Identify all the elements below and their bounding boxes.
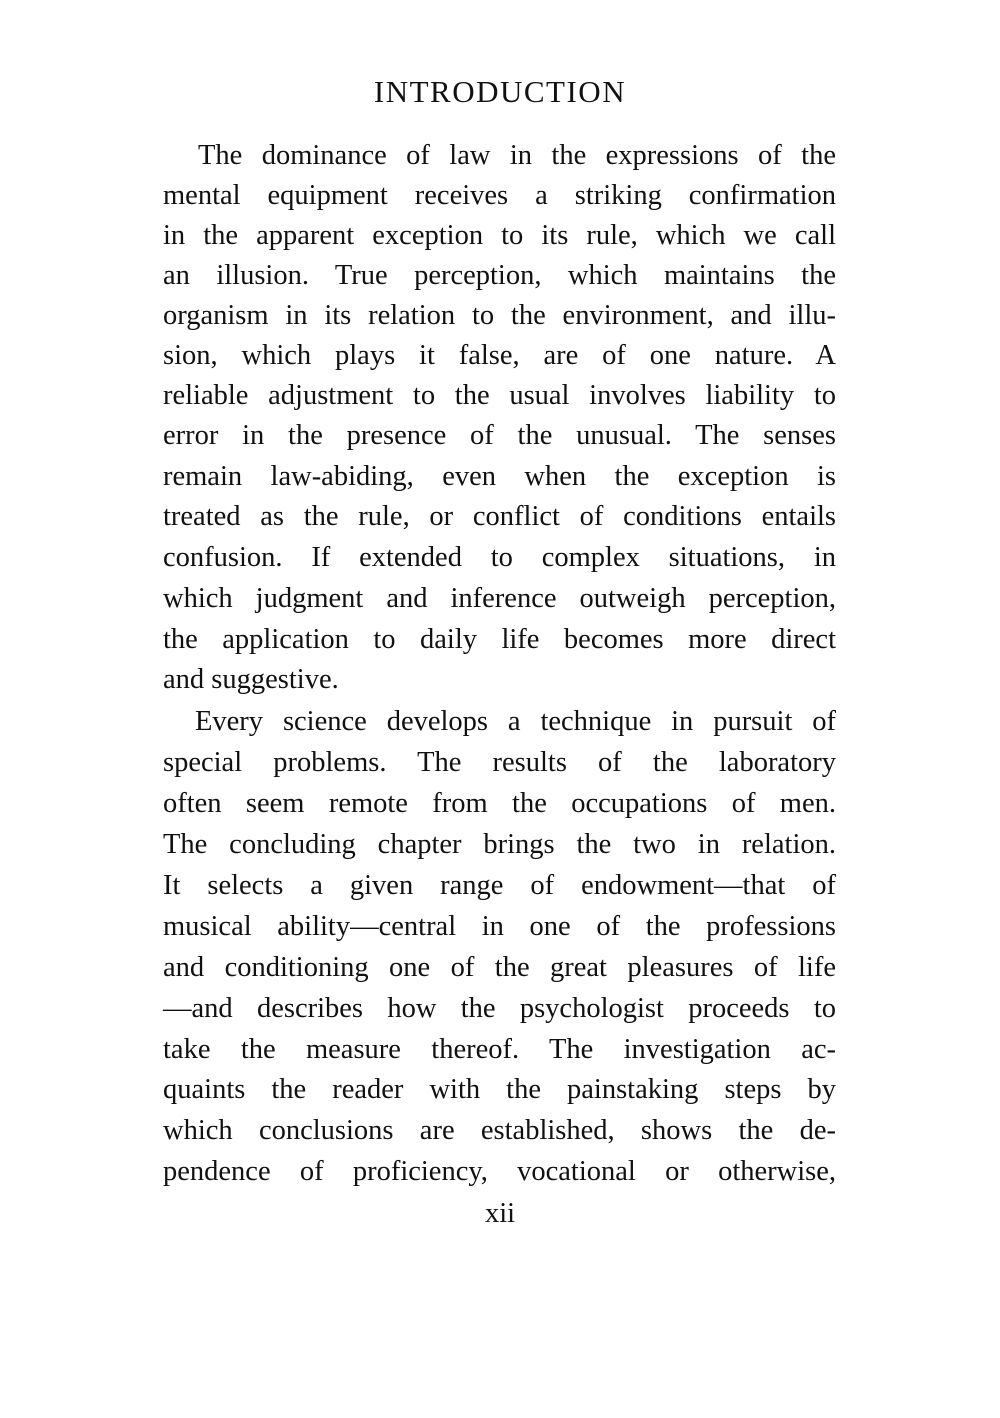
text-line: Every science develops a technique in pursuit of bbox=[195, 706, 836, 737]
text-line: the application to daily life becomes more direct bbox=[163, 624, 836, 655]
text-line: which judgment and inference outweigh perception, bbox=[163, 583, 836, 614]
text-line: special problems. The results of the laboratory bbox=[163, 747, 836, 778]
text-line: often seem remote from the occupations of men. bbox=[163, 788, 836, 819]
text-line: error in the presence of the unusual. The senses bbox=[163, 420, 836, 451]
text-line: It selects a given range of endowment—that of bbox=[163, 870, 836, 901]
text-line: reliable adjustment to the usual involves liability to bbox=[163, 380, 836, 411]
text-line: musical ability—central in one of the professions bbox=[163, 911, 836, 942]
text-line: and suggestive. bbox=[163, 664, 339, 695]
text-line: sion, which plays it false, are of one nature. A bbox=[163, 340, 836, 371]
text-line: and conditioning one of the great pleasures of life bbox=[163, 952, 836, 983]
text-line: organism in its relation to the environment, and illu- bbox=[163, 300, 836, 331]
text-line: mental equipment receives a striking confirmation bbox=[163, 180, 836, 211]
text-line: take the measure thereof. The investigation ac- bbox=[163, 1034, 836, 1065]
text-line: remain law-abiding, even when the exception is bbox=[163, 461, 836, 492]
text-line: The dominance of law in the expressions of the bbox=[198, 140, 836, 171]
text-line: pendence of proficiency, vocational or otherwise, bbox=[163, 1156, 836, 1187]
page-number: xii bbox=[484, 1198, 516, 1229]
running-head: INTRODUCTION bbox=[373, 74, 627, 109]
text-line: treated as the rule, or conflict of conditions entails bbox=[163, 501, 836, 532]
text-line: in the apparent exception to its rule, which we call bbox=[163, 220, 836, 251]
text-line: quaints the reader with the painstaking steps by bbox=[163, 1074, 836, 1105]
text-line: —and describes how the psychologist proceeds to bbox=[163, 993, 836, 1024]
text-line: confusion. If extended to complex situations, in bbox=[163, 542, 836, 573]
text-line: which conclusions are established, shows the de- bbox=[163, 1115, 836, 1146]
text-line: The concluding chapter brings the two in relation. bbox=[163, 829, 836, 860]
text-line: an illusion. True perception, which maintains the bbox=[163, 260, 836, 291]
